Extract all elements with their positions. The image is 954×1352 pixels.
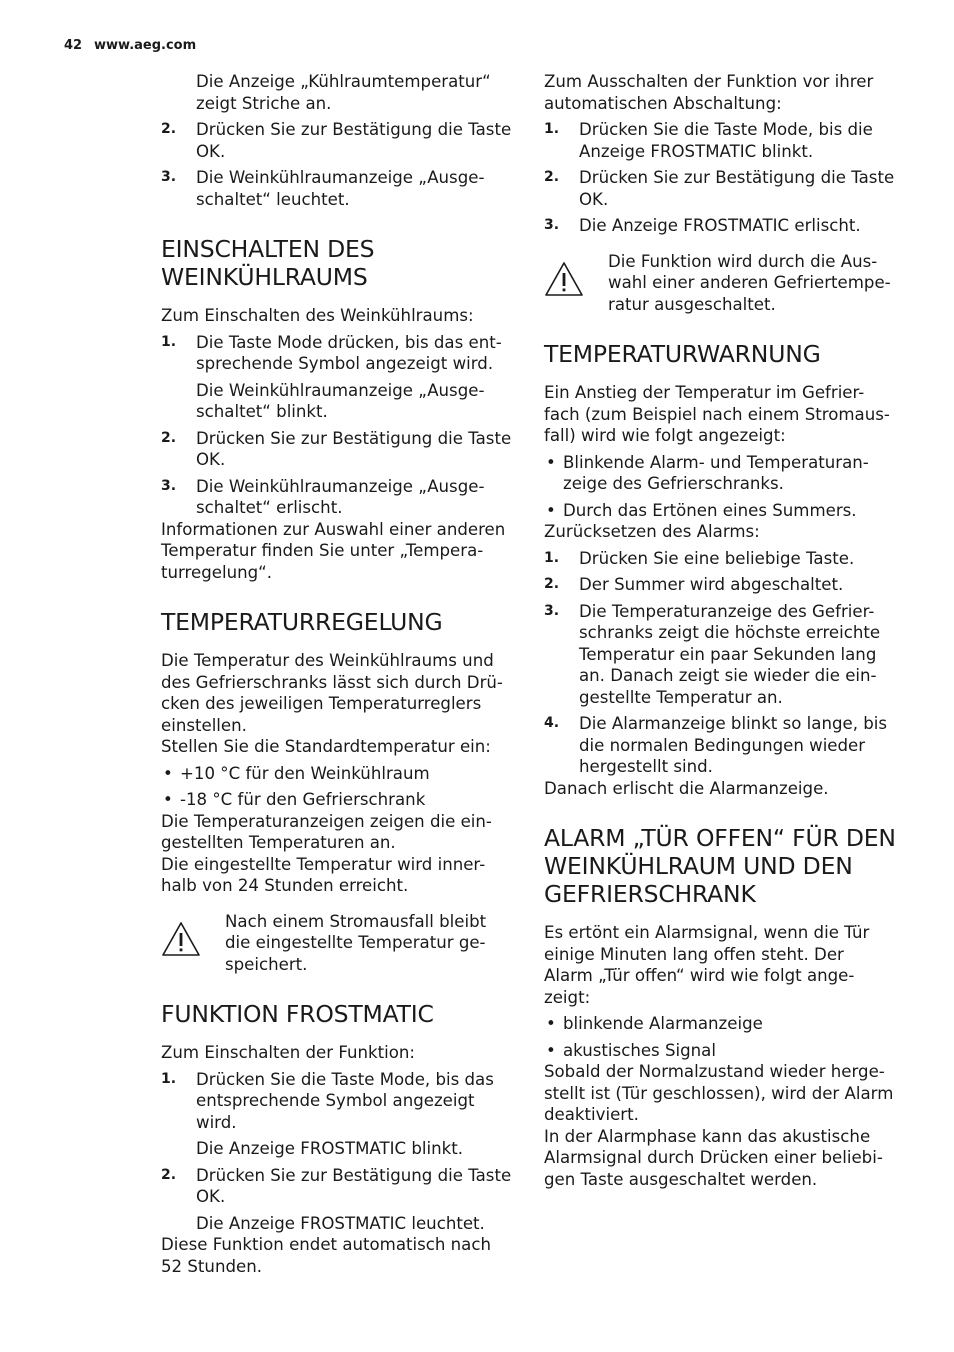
bullet-icon: • (163, 790, 173, 809)
list-item (544, 215, 896, 237)
step-text: Drücken Sie eine beliebige Taste. (579, 548, 855, 568)
paragraph: Zum Einschalten der Funktion: (161, 1043, 416, 1062)
bullet-text: Blinkende Alarm- und Temperaturan-zeige des Gefrierschranks. (563, 452, 869, 493)
step-note: Die Anzeige FROSTMATIC leuchtet. (196, 1213, 485, 1233)
header-url: www.aeg.com (94, 38, 197, 53)
step-text: Die Alarmanzeige blinkt so lange, bis die normalen Bedingungen wieder hergestellt sind. (579, 714, 888, 776)
bullet-text: -18 °C für den Gefrierschrank (180, 790, 426, 809)
list-item (161, 167, 513, 210)
list-item (161, 763, 513, 785)
bullet-icon: • (546, 500, 556, 520)
list-item (544, 1040, 896, 1062)
list-item (544, 452, 896, 495)
paragraph: Zurücksetzen des Alarms: (544, 522, 760, 541)
step-note: Die Weinkühlraumanzeige „Ausge-schaltet“ blinkt. (196, 380, 485, 421)
paragraph: Ein Anstieg der Temperatur im Gefrier-fach (zum Beispiel nach einem Stromaus-fall) wird wie folgt angezeigt: (544, 383, 890, 445)
bullet-icon: • (546, 452, 556, 472)
paragraph: Diese Funktion endet automatisch nach 52 Stunden. (161, 1235, 491, 1276)
bullet-text: Durch das Ertönen eines Summers. (563, 500, 857, 520)
list-item (161, 789, 513, 811)
list-item (161, 119, 513, 162)
step-note: Die Anzeige FROSTMATIC blinkt. (196, 1139, 464, 1158)
step-text: Die Weinkühlraumanzeige „Ausge-schaltet“ leuchtet. (196, 168, 485, 209)
paragraph: Zum Ausschalten der Funktion vor ihrer automatischen Abschaltung: (544, 72, 874, 113)
section-title-temperaturwarnung: TEMPERATURWARNUNG (544, 340, 821, 368)
list-item (544, 1013, 896, 1035)
step-number: 1. (544, 549, 560, 566)
step-number: 3. (544, 217, 560, 233)
step-number: 1. (544, 121, 560, 137)
list-item (161, 476, 513, 519)
section-title-temperaturregelung: TEMPERATURREGELUNG (161, 608, 443, 636)
step-text: Die Temperaturanzeige des Gefrier-schranks zeigt die höchste erreichte Temperatur ein paar Sekunden lang an. Danach zeigt sie wieder die ein-gestellte Temperatur an. (579, 601, 881, 707)
list-item (161, 1069, 513, 1134)
section-title-einschalten: EINSCHALTEN DES WEINKÜHLRAUMS (161, 235, 375, 291)
paragraph: Es ertönt ein Alarmsignal, wenn die Tür einige Minuten lang offen steht. Der Alarm „Tür offen“ wird wie folgt ange-zeigt: (544, 923, 870, 1007)
bullet-text: akustisches Signal (563, 1040, 716, 1060)
paragraph: Die Temperatur des Weinkühlraums und des Gefrierschranks lässt sich durch Drü-cken des jeweiligen Temperaturreglers einstellen. (161, 651, 503, 735)
step-text: Drücken Sie die Taste Mode, bis die Anzeige FROSTMATIC blinkt. (579, 120, 873, 161)
warning-text: Die Funktion wird durch die Aus-wahl einer anderen Gefriertempe-ratur ausgeschaltet. (608, 251, 891, 314)
step-number: 3. (544, 602, 560, 619)
list-item (544, 500, 896, 522)
warning-text: Nach einem Stromausfall bleibt die eingestellte Temperatur ge-speichert. (225, 911, 487, 974)
paragraph: Danach erlischt die Alarmanzeige. (544, 778, 829, 798)
step-number: 2. (161, 1166, 177, 1183)
step-text: Die Weinkühlraumanzeige „Ausge-schaltet“ erlischt. (196, 476, 485, 517)
list-item (544, 119, 896, 162)
paragraph: Sobald der Normalzustand wieder herge-stellt ist (Tür geschlossen), wird der Alarm deaktiviert. (544, 1062, 894, 1124)
bullet-icon: • (546, 1040, 556, 1060)
step-text: Drücken Sie die Taste Mode, bis das entsprechende Symbol angezeigt wird. (196, 1069, 494, 1132)
warning-triangle-icon (161, 921, 201, 957)
step-text: Die Anzeige FROSTMATIC erlischt. (579, 216, 861, 235)
step-text: Drücken Sie zur Bestätigung die Taste OK. (579, 168, 895, 209)
paragraph: Informationen zur Auswahl einer anderen Temperatur finden Sie unter „Tempera-turregelung“. (161, 519, 506, 582)
paragraph: Stellen Sie die Standardtemperatur ein: (161, 737, 491, 756)
step-number: 2. (161, 429, 177, 446)
list-item (544, 548, 896, 570)
step-number: 1. (161, 333, 177, 350)
step-number: 3. (161, 477, 177, 494)
step-number: 3. (161, 169, 177, 185)
right-column (544, 71, 896, 1190)
step-number: 1. (161, 1070, 177, 1087)
page-number: 42 (64, 38, 83, 53)
bullet-text: +10 °C für den Weinkühlraum (180, 763, 430, 783)
list-item (544, 713, 896, 778)
left-column (161, 71, 513, 1277)
step-text: Drücken Sie zur Bestätigung die Taste OK. (196, 428, 512, 469)
step-number: 4. (544, 715, 560, 731)
warning-note (544, 251, 896, 316)
list-item (161, 1165, 513, 1208)
paragraph: Die eingestellte Temperatur wird inner-halb von 24 Stunden erreicht. (161, 854, 486, 895)
paragraph: Zum Einschalten des Weinkühlraums: (161, 306, 474, 325)
list-item (544, 574, 896, 596)
step-number: 2. (161, 121, 177, 137)
section-title-alarm-tuer-offen: ALARM „TÜR OFFEN“ FÜR DEN WEINKÜHLRAUM UND DEN GEFRIERSCHRANK (544, 824, 896, 908)
list-item (544, 167, 896, 210)
bullet-text: blinkende Alarmanzeige (563, 1014, 763, 1033)
bullet-icon: • (546, 1014, 556, 1033)
list-item (161, 428, 513, 471)
warning-triangle-icon (544, 261, 584, 297)
page-header (64, 38, 196, 54)
section-title-frostmatic: FUNKTION FROSTMATIC (161, 1000, 434, 1028)
intro-note: Die Anzeige „Kühlraumtemperatur“ zeigt Striche an. (196, 72, 491, 113)
paragraph: In der Alarmphase kann das akustische Alarmsignal durch Drücken einer beliebi-gen Taste ausgeschaltet werden. (544, 1126, 883, 1189)
step-text: Drücken Sie zur Bestätigung die Taste OK. (196, 1165, 512, 1206)
list-item (544, 601, 896, 709)
warning-note (161, 911, 513, 976)
bullet-icon: • (163, 763, 173, 783)
list-item (161, 332, 513, 375)
paragraph: Die Temperaturanzeigen zeigen die ein-gestellten Temperaturen an. (161, 811, 492, 852)
step-text: Der Summer wird abgeschaltet. (579, 575, 844, 594)
step-number: 2. (544, 169, 560, 185)
step-text: Die Taste Mode drücken, bis das ent-sprechende Symbol angezeigt wird. (196, 332, 502, 373)
step-number: 2. (544, 576, 560, 592)
step-text: Drücken Sie zur Bestätigung die Taste OK. (196, 120, 512, 161)
